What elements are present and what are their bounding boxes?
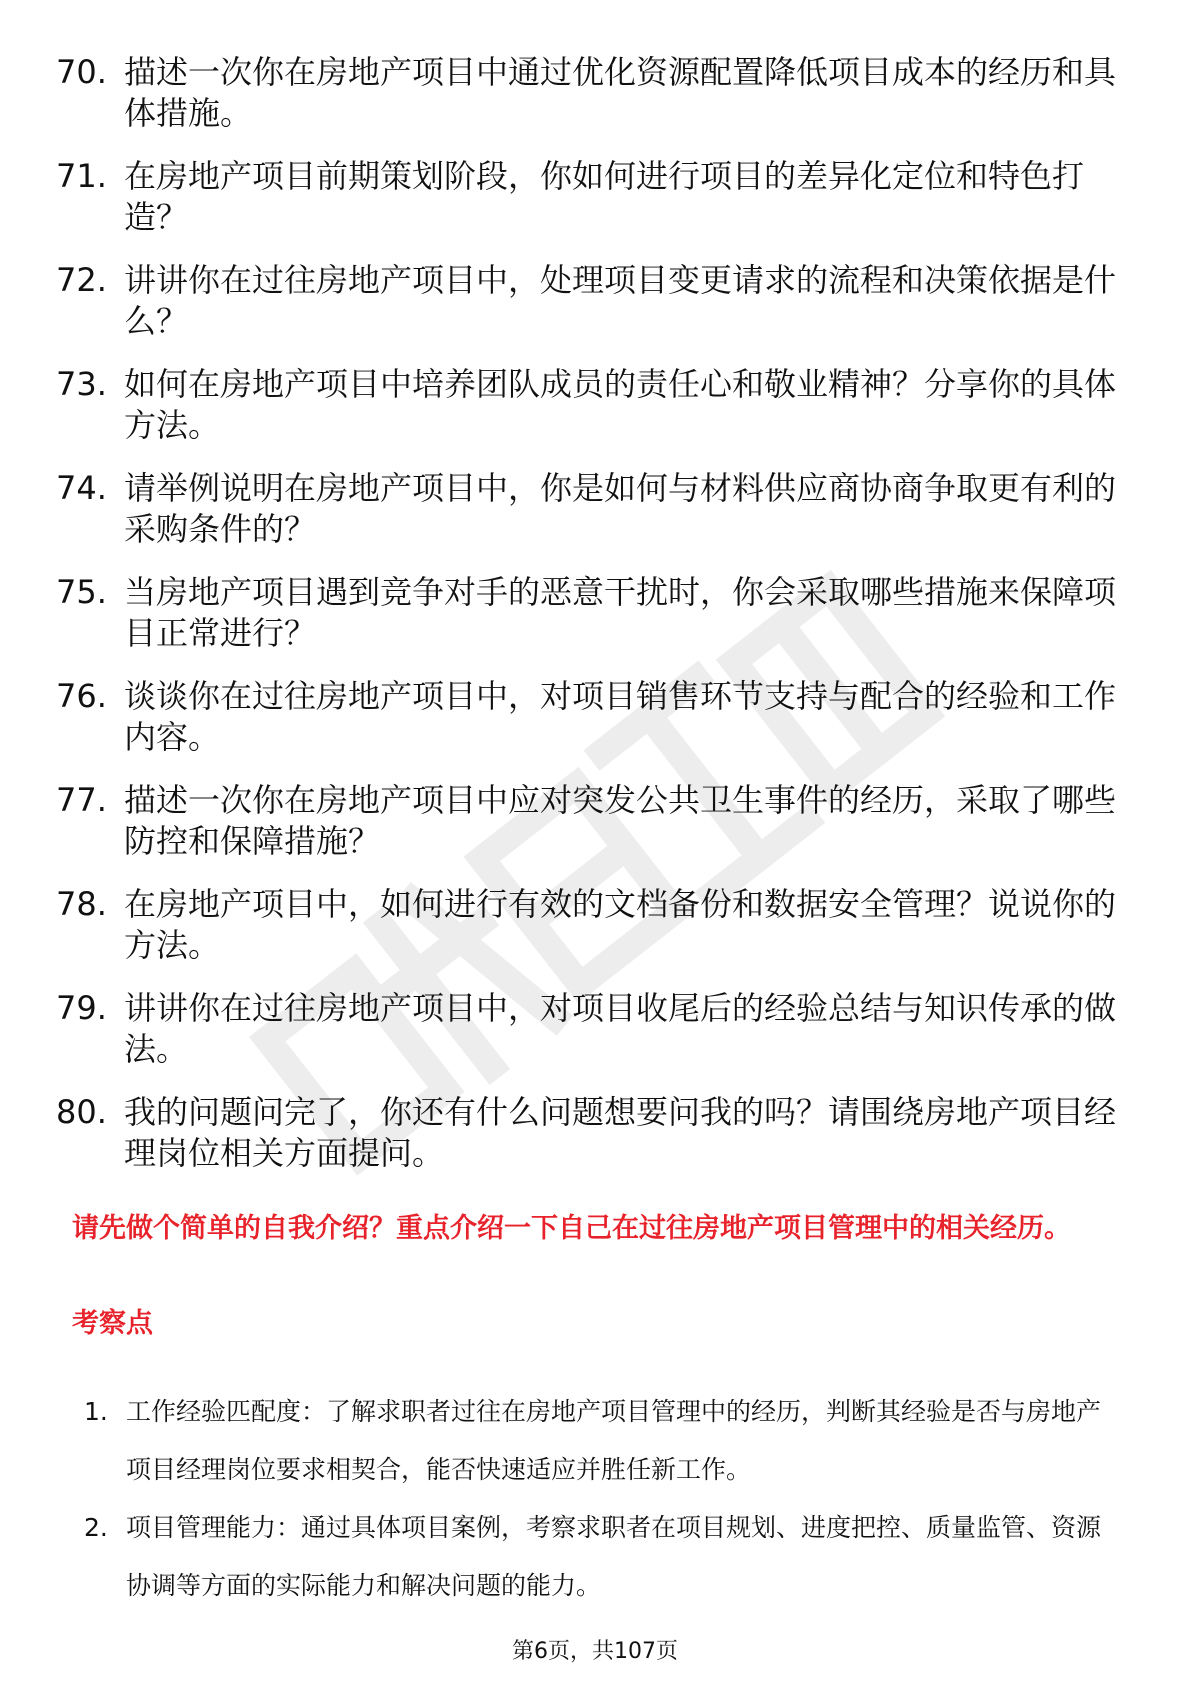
question-item: [56, 1092, 1116, 1174]
assessment-point: [84, 1499, 1124, 1615]
question-text: 讲讲你在过往房地产项目中，对项目收尾后的经验总结与知识传承的做法。: [124, 989, 1117, 1068]
point-text: 项目管理能力：通过具体项目案例，考察求职者在项目规划、进度把控、质量监管、资源协调等方面的实际能力和解决问题的能力。: [126, 1513, 1102, 1600]
question-number: 77.: [56, 781, 107, 819]
question-text: 谈谈你在过往房地产项目中，对项目销售环节支持与配合的经验和工作内容。: [124, 677, 1117, 756]
page-number: 第6页，共107页: [512, 1639, 678, 1664]
question-text: 我的问题问完了，你还有什么问题想要问我的吗？请围绕房地产项目经理岗位相关方面提问。: [124, 1093, 1117, 1172]
assessment-points-heading: 考察点: [72, 1308, 153, 1339]
question-item: [56, 260, 1116, 342]
question-number: 76.: [56, 677, 107, 715]
question-number: 79.: [56, 989, 107, 1027]
question-item: [56, 572, 1116, 654]
question-number: 73.: [56, 365, 107, 403]
question-number: 72.: [56, 261, 107, 299]
question-text: 讲讲你在过往房地产项目中，处理项目变更请求的流程和决策依据是什么？: [124, 261, 1117, 340]
question-text: 当房地产项目遇到竞争对手的恶意干扰时，你会采取哪些措施来保障项目正常进行？: [124, 573, 1117, 652]
assessment-point: [84, 1383, 1124, 1499]
question-item: [56, 364, 1116, 446]
point-text: 工作经验匹配度：了解求职者过往在房地产项目管理中的经历，判断其经验是否与房地产项目经理岗位要求相契合，能否快速适应并胜任新工作。: [126, 1397, 1102, 1484]
question-text: 在房地产项目中，如何进行有效的文档备份和数据安全管理？说说你的方法。: [124, 885, 1117, 964]
question-item: [56, 988, 1116, 1070]
question-number: 78.: [56, 885, 107, 923]
question-item: [56, 884, 1116, 966]
question-item: [56, 468, 1116, 550]
question-text: 请举例说明在房地产项目中，你是如何与材料供应商协商争取更有利的采购条件的？: [124, 469, 1117, 548]
question-number: 71.: [56, 157, 107, 195]
question-number: 74.: [56, 469, 107, 507]
point-number: 2.: [84, 1513, 108, 1542]
question-text: 如何在房地产项目中培养团队成员的责任心和敬业精神？分享你的具体方法。: [124, 365, 1117, 444]
question-item: [56, 156, 1116, 238]
assessment-points-list: [84, 1383, 1124, 1615]
question-number: 70.: [56, 53, 107, 91]
question-text: 在房地产项目前期策划阶段，你如何进行项目的差异化定位和特色打造？: [124, 157, 1085, 236]
point-number: 1.: [84, 1397, 108, 1426]
question-text: 描述一次你在房地产项目中通过优化资源配置降低项目成本的经历和具体措施。: [124, 53, 1117, 132]
question-item: [56, 52, 1116, 134]
question-list: [56, 52, 1116, 1196]
question-item: [56, 676, 1116, 758]
question-number: 80.: [56, 1093, 107, 1131]
question-text: 描述一次你在房地产项目中应对突发公共卫生事件的经历，采取了哪些防控和保障措施？: [124, 781, 1117, 860]
question-item: [56, 780, 1116, 862]
section-heading: 请先做个简单的自我介绍？重点介绍一下自己在过往房地产项目管理中的相关经历。: [72, 1213, 1071, 1244]
question-number: 75.: [56, 573, 107, 611]
